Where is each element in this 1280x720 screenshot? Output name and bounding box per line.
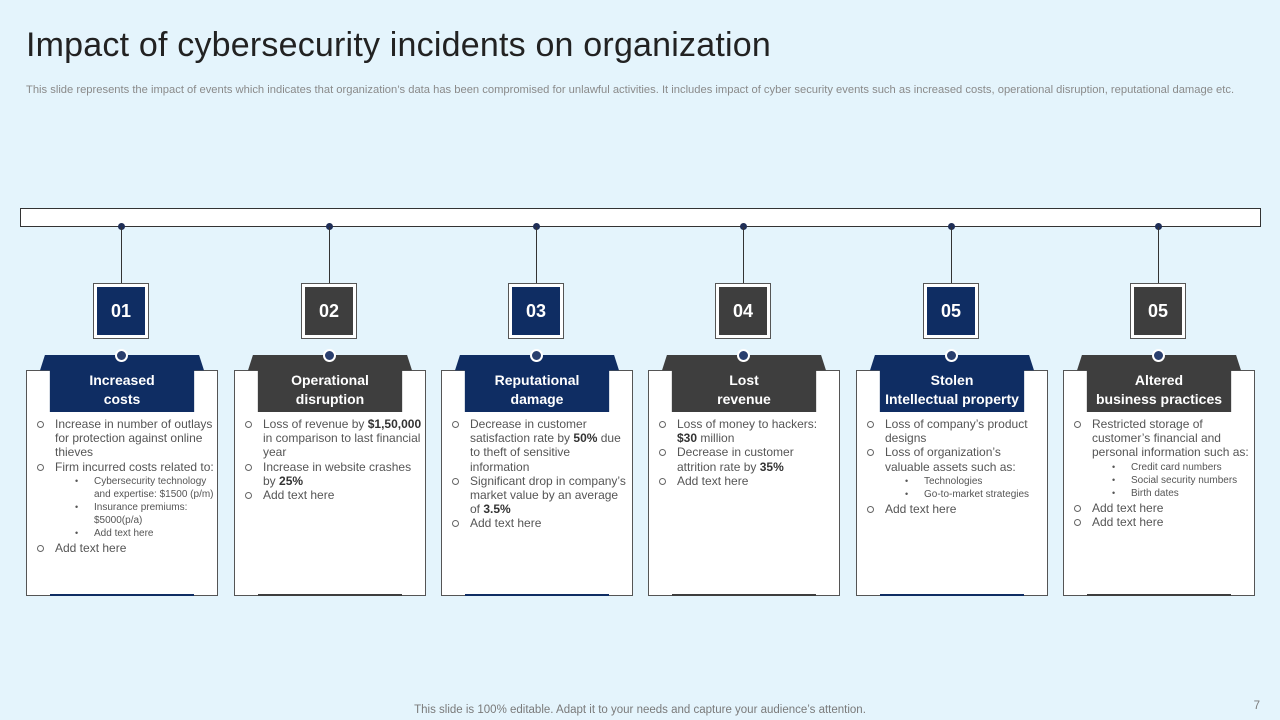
card-title-line: Operational	[291, 371, 369, 388]
highlight-value: 35%	[759, 459, 784, 474]
bullet-item	[244, 417, 422, 460]
bullet-text: Decrease in customer satisfaction rate by	[470, 417, 587, 446]
card-title	[40, 367, 204, 412]
card-accent-line	[1087, 594, 1231, 596]
card-title-line: revenue	[717, 390, 771, 407]
step-number-frame	[923, 283, 979, 339]
connector-line	[1158, 227, 1159, 283]
step-number-frame	[301, 283, 357, 339]
card-accent-line	[672, 594, 816, 596]
slide-subtitle: This slide represents the impact of events which indicates that organization’s data has been compromised for unlawful activities. It includes impact of cyber security events such as increased costs, operational disruption, reputational damage etc.	[26, 84, 1235, 96]
impact-column	[441, 227, 633, 597]
sub-bullet-item: • Cybersecurity technology and expertise: $1500 (p/m)	[75, 475, 214, 501]
bullet-list	[866, 417, 1044, 516]
slide-footer: This slide is 100% editable. Adapt it to your needs and capture your audience’s attention.	[414, 704, 866, 716]
sub-bullet-item: • Credit card numbers	[1112, 461, 1251, 474]
bullet-list	[658, 417, 836, 488]
card-title-line: Stolen	[930, 371, 974, 388]
bullet-list	[451, 417, 629, 531]
card-accent-line	[50, 594, 194, 596]
circle-marker-icon	[115, 349, 128, 362]
highlight-value: 3.5%	[483, 502, 511, 517]
impact-column	[26, 227, 218, 597]
bullet-list	[36, 417, 214, 555]
connector-line	[536, 227, 537, 283]
bullet-text: Restricted storage of customer’s financial and personal information such as:	[1092, 417, 1249, 460]
step-number: 05	[927, 287, 975, 335]
bullet-text: Loss of organization’s valuable assets such as:	[885, 445, 1016, 474]
card-title	[870, 367, 1034, 412]
card-title-line: damage	[510, 390, 564, 407]
bullet-text: million	[697, 431, 735, 446]
impact-column	[234, 227, 426, 597]
sub-bullet-item: • Go-to-market strategies	[905, 488, 1044, 501]
bullet-item	[866, 445, 1044, 500]
card-body	[244, 417, 422, 502]
bullet-item	[36, 541, 214, 555]
bullet-item	[1073, 501, 1251, 515]
bullet-text: Add text here	[677, 473, 749, 488]
card-body	[658, 417, 836, 488]
bullet-item	[1073, 417, 1251, 500]
highlight-value: 25%	[279, 473, 304, 488]
card-body	[866, 417, 1044, 516]
timeline-bar	[20, 208, 1261, 227]
card-title-line: Lost	[729, 371, 759, 388]
bullet-item	[451, 417, 629, 474]
bullet-item	[658, 445, 836, 473]
step-number-frame	[715, 283, 771, 339]
card-title-line: Reputational	[494, 371, 580, 388]
circle-marker-icon	[323, 349, 336, 362]
step-number: 02	[305, 287, 353, 335]
step-number-frame	[508, 283, 564, 339]
bullet-text: Add text here	[263, 488, 335, 503]
bullet-text: Loss of revenue by	[263, 417, 368, 431]
sub-bullet-item: • Add text here	[75, 527, 214, 540]
connector-line	[951, 227, 952, 283]
step-number: 04	[719, 287, 767, 335]
bullet-text: Firm incurred costs related to:	[55, 459, 214, 474]
circle-marker-icon	[945, 349, 958, 362]
sub-bullet-list	[905, 475, 1044, 501]
card-title	[455, 367, 619, 412]
sub-bullet-list	[75, 475, 214, 540]
bullet-item	[244, 460, 422, 488]
sub-bullet-item: • Insurance premiums: $5000(p/a)	[75, 501, 214, 527]
card-accent-line	[258, 594, 402, 596]
circle-marker-icon	[737, 349, 750, 362]
bullet-text: Add text here	[55, 540, 127, 555]
step-number: 03	[512, 287, 560, 335]
impact-column	[648, 227, 840, 597]
impact-column	[856, 227, 1048, 597]
bullet-text: Add text here	[1092, 514, 1164, 529]
bullet-item	[244, 488, 422, 502]
bullet-text: Significant drop in company’s market value by an average of	[470, 473, 626, 517]
bullet-item	[866, 502, 1044, 516]
bullet-text: Add text here	[470, 516, 542, 531]
sub-bullet-item: • Birth dates	[1112, 487, 1251, 500]
bullet-item	[451, 516, 629, 530]
card-body	[451, 417, 629, 531]
bullet-item	[1073, 515, 1251, 529]
circle-marker-icon	[1152, 349, 1165, 362]
card-title-line: costs	[103, 390, 141, 407]
card-title	[248, 367, 412, 412]
bullet-text: Add text here	[885, 501, 957, 516]
card-body	[36, 417, 214, 555]
bullet-item	[451, 474, 629, 517]
impact-column	[1063, 227, 1255, 597]
connector-line	[121, 227, 122, 283]
bullet-item	[658, 474, 836, 488]
sub-bullet-list	[1112, 461, 1251, 500]
step-number-frame	[93, 283, 149, 339]
bullet-item	[658, 417, 836, 445]
highlight-value: $30	[677, 431, 698, 446]
card-accent-line	[465, 594, 609, 596]
bullet-item	[36, 460, 214, 540]
step-number-frame	[1130, 283, 1186, 339]
card-accent-line	[880, 594, 1024, 596]
circle-marker-icon	[530, 349, 543, 362]
bullet-text: due to theft of sensitive information	[470, 431, 621, 474]
step-number: 01	[97, 287, 145, 335]
highlight-value: $1,50,000	[367, 417, 422, 431]
bullet-list	[244, 417, 422, 502]
bullet-text: Loss of money to hackers:	[677, 417, 818, 431]
card-title-line: Altered	[1134, 371, 1184, 388]
card-title-line: Increased	[89, 371, 155, 388]
slide-title: Impact of cybersecurity incidents on organization	[26, 26, 771, 64]
card-title-line: Intellectual property	[885, 390, 1019, 407]
connector-line	[743, 227, 744, 283]
bullet-text: Add text here	[1092, 500, 1164, 515]
sub-bullet-item: • Technologies	[905, 475, 1044, 488]
connector-line	[329, 227, 330, 283]
card-title-line: business practices	[1095, 390, 1223, 407]
page-number: 7	[1253, 700, 1260, 712]
bullet-item	[866, 417, 1044, 445]
card-title-line: disruption	[295, 390, 365, 407]
step-number: 05	[1134, 287, 1182, 335]
bullet-text: Decrease in customer attrition rate by	[677, 445, 794, 474]
bullet-text: Loss of company’s product designs	[885, 417, 1028, 446]
card-title	[1077, 367, 1241, 412]
bullet-list	[1073, 417, 1251, 529]
bullet-text: in comparison to last financial year	[263, 431, 421, 460]
highlight-value: 50%	[573, 431, 598, 446]
bullet-item	[36, 417, 214, 460]
card-title	[662, 367, 826, 412]
bullet-text: Increase in website crashes by	[263, 459, 412, 488]
card-body	[1073, 417, 1251, 529]
sub-bullet-item: • Social security numbers	[1112, 474, 1251, 487]
bullet-text: Increase in number of outlays for protection against online thieves	[55, 417, 213, 460]
